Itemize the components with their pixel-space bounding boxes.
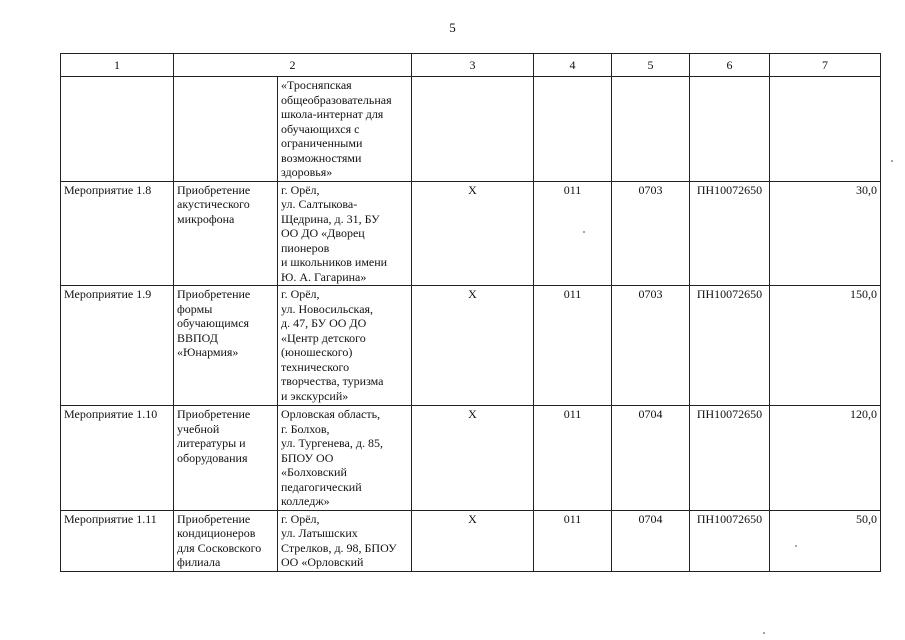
- column-header-7: 7: [770, 54, 881, 77]
- col6-cell: ПН10072650: [690, 181, 770, 286]
- col3-cell: X: [412, 406, 534, 511]
- name-cell-line: Приобретение: [177, 511, 251, 526]
- address-cell: [278, 286, 412, 406]
- address-cell-line: г. Орёл,: [281, 511, 320, 526]
- address-cell-line: г. Орёл,: [281, 287, 320, 301]
- name-cell: [174, 181, 278, 286]
- column-header-5: 5: [612, 54, 690, 77]
- name-cell: [174, 286, 278, 406]
- table-row: [61, 77, 881, 182]
- name-cell: [174, 510, 278, 571]
- address-cell-line: пионеров: [281, 240, 330, 255]
- address-cell-line: Ю. А. Гагарина»: [281, 269, 367, 284]
- col3-cell: X: [412, 286, 534, 406]
- col4-cell: 011: [534, 510, 612, 571]
- col6-cell: ПН10072650: [690, 286, 770, 406]
- table-row: [61, 181, 881, 286]
- col4-cell: 011: [534, 406, 612, 511]
- address-cell-line: школа-интернат для: [281, 107, 384, 121]
- name-cell-line: Приобретение: [177, 287, 251, 301]
- address-cell: [278, 406, 412, 511]
- column-header-2: 2: [174, 54, 412, 77]
- address-cell-line: возможностями: [281, 150, 362, 165]
- col7-cell: [770, 77, 881, 182]
- measure-cell: Мероприятие 1.8: [61, 181, 174, 286]
- col6-cell: ПН10072650: [690, 406, 770, 511]
- address-cell-line: технического: [281, 359, 350, 374]
- name-cell-line: обучающимся: [177, 316, 250, 330]
- address-cell-line: Щедрина, д. 31, БУ: [281, 211, 380, 226]
- name-cell-line: для Сосковского: [177, 540, 262, 555]
- address-cell-line: «Болховский: [281, 465, 347, 479]
- measure-cell: [61, 77, 174, 182]
- measure-cell: Мероприятие 1.11: [61, 510, 174, 571]
- col3-cell: [412, 77, 534, 182]
- col4-cell: 011: [534, 286, 612, 406]
- address-cell-line: педагогический: [281, 479, 362, 494]
- name-cell-line: «Юнармия»: [177, 345, 239, 359]
- col5-cell: 0704: [612, 406, 690, 511]
- name-cell-line: филиала: [177, 555, 221, 569]
- name-cell-line: ВВПОД: [177, 330, 218, 345]
- name-cell-line: учебной: [177, 421, 220, 436]
- col3-cell: X: [412, 181, 534, 286]
- address-cell-line: (юношеского): [281, 345, 353, 359]
- address-cell-line: г. Болхов,: [281, 421, 330, 436]
- address-cell-line: колледж»: [281, 494, 330, 508]
- address-cell-line: г. Орёл,: [281, 182, 320, 197]
- address-cell-line: здоровья»: [281, 165, 333, 179]
- name-cell-line: микрофона: [177, 211, 235, 226]
- scan-speck: [583, 231, 585, 233]
- col7-cell: 120,0: [770, 406, 881, 511]
- measure-cell: Мероприятие 1.10: [61, 406, 174, 511]
- scan-speck: [795, 545, 797, 547]
- scan-speck: [891, 160, 893, 162]
- table-row: [61, 510, 881, 571]
- column-header-6: 6: [690, 54, 770, 77]
- column-header-3: 3: [412, 54, 534, 77]
- col6-cell: [690, 77, 770, 182]
- col7-cell: 30,0: [770, 181, 881, 286]
- name-cell-line: литературы и: [177, 436, 246, 450]
- address-cell-line: БПОУ ОО: [281, 450, 334, 465]
- table-row: [61, 286, 881, 406]
- address-cell-line: обучающихся с: [281, 121, 360, 136]
- address-cell: [278, 181, 412, 286]
- name-cell-line: акустического: [177, 197, 250, 211]
- address-cell-line: «Тросняпская: [281, 78, 352, 92]
- col5-cell: 0704: [612, 510, 690, 571]
- table-body: [61, 77, 881, 572]
- address-cell-line: «Центр детского: [281, 330, 366, 345]
- measure-cell: Мероприятие 1.9: [61, 286, 174, 406]
- name-cell-line: кондиционеров: [177, 526, 256, 540]
- address-cell-line: Стрелков, д. 98, БПОУ: [281, 540, 397, 555]
- name-cell-line: Приобретение: [177, 182, 251, 197]
- address-cell-line: и школьников имени: [281, 255, 388, 269]
- col3-cell: X: [412, 510, 534, 571]
- address-cell: [278, 77, 412, 182]
- address-cell-line: ул. Новосильская,: [281, 301, 374, 316]
- col5-cell: 0703: [612, 181, 690, 286]
- address-cell-line: ограниченными: [281, 136, 363, 150]
- address-cell-line: ул. Тургенева, д. 85,: [281, 436, 383, 450]
- name-cell-line: формы: [177, 301, 213, 316]
- address-cell-line: творчества, туризма: [281, 374, 384, 388]
- address-cell-line: и экскурсий»: [281, 388, 349, 403]
- page-number: 5: [449, 20, 456, 35]
- address-cell-line: ОО «Орловский: [281, 555, 364, 569]
- column-header-4: 4: [534, 54, 612, 77]
- address-cell: [278, 510, 412, 571]
- address-cell-line: ул. Латышских: [281, 526, 358, 540]
- name-cell: [174, 406, 278, 511]
- budget-measures-table: [60, 53, 881, 572]
- col6-cell: ПН10072650: [690, 510, 770, 571]
- name-cell: [174, 77, 278, 182]
- col5-cell: [612, 77, 690, 182]
- table-row: [61, 406, 881, 511]
- name-cell-line: оборудования: [177, 450, 248, 465]
- address-cell-line: д. 47, БУ ОО ДО: [281, 316, 367, 330]
- col7-cell: 50,0: [770, 510, 881, 571]
- scan-speck: [763, 632, 765, 634]
- col7-cell: 150,0: [770, 286, 881, 406]
- address-cell-line: ул. Салтыкова-: [281, 197, 358, 211]
- table-header-row: [61, 54, 881, 77]
- col5-cell: 0703: [612, 286, 690, 406]
- name-cell-line: Приобретение: [177, 407, 251, 421]
- address-cell-line: ОО ДО «Дворец: [281, 226, 365, 240]
- col4-cell: 011: [534, 181, 612, 286]
- address-cell-line: Орловская область,: [281, 407, 381, 421]
- address-cell-line: общеобразовательная: [281, 92, 392, 107]
- col4-cell: [534, 77, 612, 182]
- column-header-1: 1: [61, 54, 174, 77]
